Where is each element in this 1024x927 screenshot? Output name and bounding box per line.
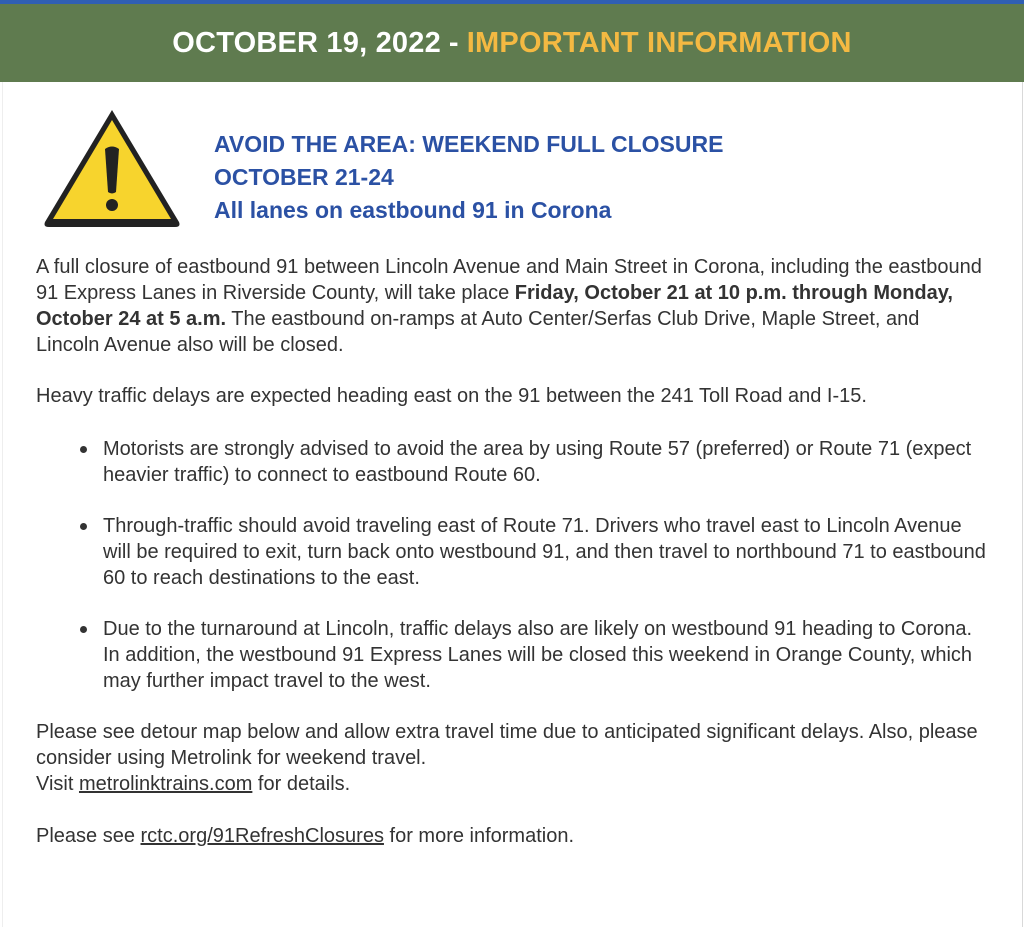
alert-title: AVOID THE AREA: WEEKEND FULL CLOSURE bbox=[214, 131, 724, 157]
more-info-prefix: Please see bbox=[36, 825, 141, 847]
warning-triangle-icon bbox=[39, 104, 185, 232]
intro-dates-bold: Friday, October 21 at 10 p.m. through Monday, October 24 at 5 a.m. bbox=[36, 282, 953, 330]
delays-paragraph: Heavy traffic delays are expected heading east on the 91 between the 241 Toll Road and I-15. bbox=[36, 385, 867, 407]
header-label: IMPORTANT INFORMATION bbox=[466, 26, 852, 59]
intro-paragraph bbox=[36, 254, 986, 358]
detour-paragraph bbox=[36, 719, 986, 797]
advisory-list bbox=[36, 436, 986, 694]
visit-prefix: Visit bbox=[36, 773, 79, 795]
intro-text: A full closure of eastbound 91 between Lincoln Avenue and Main Street in Corona, including the eastbound 91 Express Lanes in Riverside County, will take place bbox=[36, 256, 982, 304]
newsletter-content bbox=[2, 82, 1023, 927]
header-separator: - bbox=[448, 26, 459, 59]
bullet-icon bbox=[80, 626, 87, 633]
bullet-icon bbox=[80, 446, 87, 453]
bullet-icon bbox=[80, 523, 87, 530]
list-item-text: Due to the turnaround at Lincoln, traffic delays also are likely on westbound 91 heading to Corona. In addition, the westbound 91 Express Lanes will be closed this weekend in Orange County, which may further impact travel to the west. bbox=[103, 618, 973, 692]
list-item-text: Motorists are strongly advised to avoid the area by using Route 57 (preferred) or Route 71 (expect heavier traffic) to connect to eastbound Route 60. bbox=[103, 438, 972, 486]
list-item bbox=[36, 513, 986, 591]
header-date: OCTOBER 19, 2022 bbox=[172, 26, 441, 59]
header-banner bbox=[0, 4, 1024, 82]
alert-subtitle: All lanes on eastbound 91 in Corona bbox=[214, 197, 612, 223]
more-info-suffix: for more information. bbox=[383, 825, 575, 847]
alert-dates: OCTOBER 21-24 bbox=[214, 164, 394, 190]
body-text bbox=[36, 254, 986, 849]
more-info-paragraph bbox=[36, 823, 986, 849]
detour-text: Please see detour map below and allow extra travel time due to anticipated significant delays. Also, please consider using Metrolink for weekend travel. bbox=[36, 721, 978, 769]
visit-suffix: for details. bbox=[252, 773, 351, 795]
list-item bbox=[36, 616, 986, 694]
rctc-closures-link[interactable]: rctc.org/91RefreshClosures bbox=[140, 825, 384, 847]
list-item-text: Through-traffic should avoid traveling east of Route 71. Drivers who travel east to Lincoln Avenue will be required to exit, turn back onto westbound 91, and then travel to northbound 71 to eastbound 60 to reach destinations to the east. bbox=[103, 515, 986, 589]
intro-ramps-text: The eastbound on-ramps at Auto Center/Serfas Club Drive, Maple Street, and Lincoln Avenue also will be closed. bbox=[36, 308, 920, 356]
metrolink-link[interactable]: metrolinktrains.com bbox=[78, 773, 253, 795]
alert-heading bbox=[214, 128, 723, 227]
list-item bbox=[36, 436, 986, 488]
